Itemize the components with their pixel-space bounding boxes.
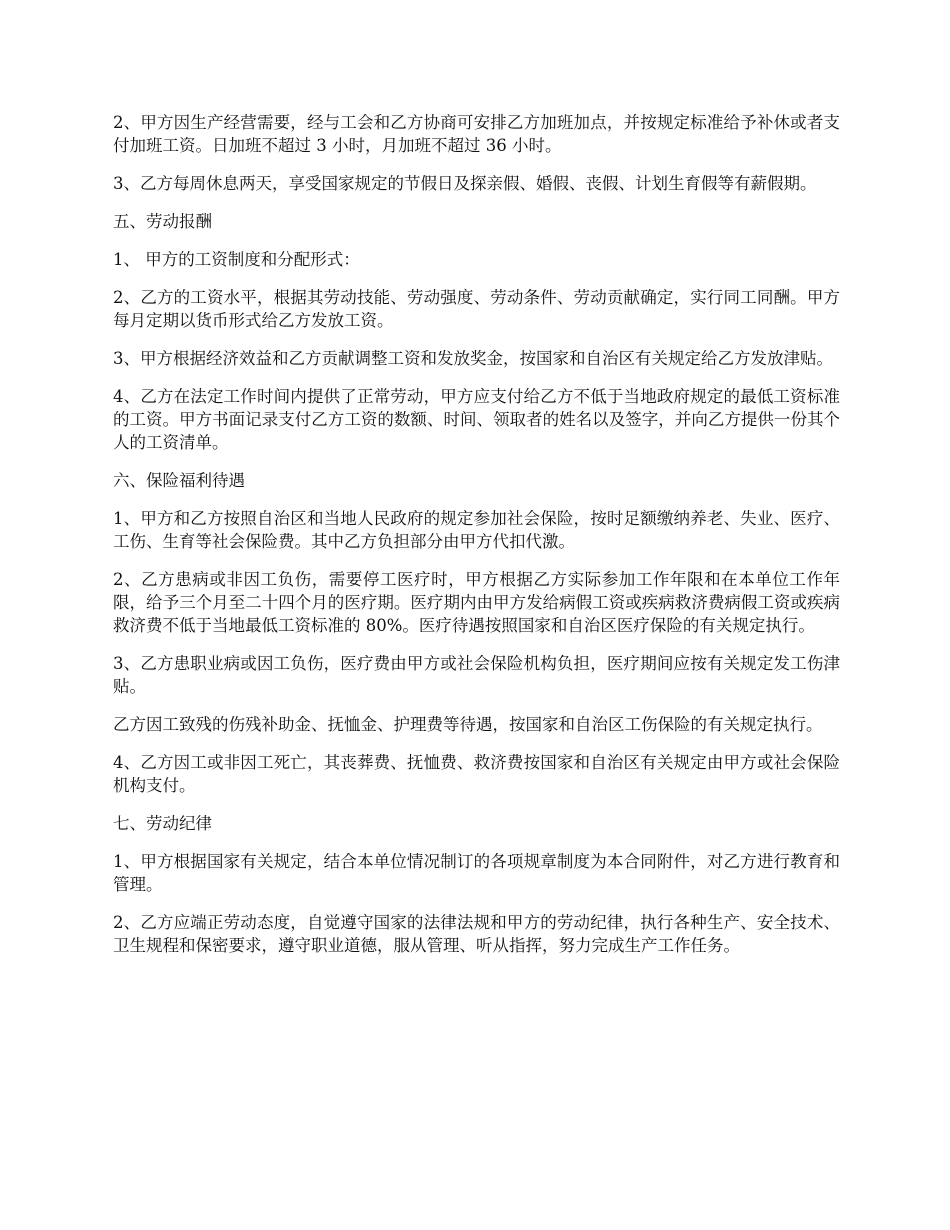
paragraph-wage-level: 2、乙方的工资水平，根据其劳动技能、劳动强度、劳动条件、劳动贡献确定，实行同工同酬。甲方每月定期以货币形式给乙方发放工资。 [113, 288, 840, 330]
section-heading-remuneration: 五、劳动报酬 [113, 212, 212, 231]
paragraph-sick-leave: 2、乙方患病或非因工负伤，需要停工医疗时，甲方根据乙方实际参加工作年限和在本单位工作年限，给予三个月至二十四个月的医疗期。医疗期内由甲方发给病假工资或疾病救济费病假工资或疾病救济费不低于当地最低工资标准的 80%。医疗待遇按照国家和自治区医疗保险的有关规定执行。 [113, 570, 840, 635]
paragraph-rest-days: 3、乙方每周休息两天，享受国家规定的节假日及探亲假、婚假、丧假、计划生育假等有薪假期。 [113, 174, 817, 193]
paragraph-death-benefits: 4、乙方因工或非因工死亡，其丧葬费、抚恤费、救济费按国家和自治区有关规定由甲方或社会保险机构支付。 [113, 753, 840, 795]
paragraph-overtime: 2、甲方因生产经营需要，经与工会和乙方协商可安排乙方加班加点，并按规定标准给予补休或者支付加班工资。日加班不超过 3 小时，月加班不超过 36 小时。 [113, 113, 840, 155]
paragraph-minimum-wage: 4、乙方在法定工作时间内提供了正常劳动，甲方应支付给乙方不低于当地政府规定的最低工资标准的工资。甲方书面记录支付乙方工资的数额、时间、领取者的姓名以及签字，并向乙方提供一份其个人的工资清单。 [113, 387, 840, 452]
paragraph-employee-conduct: 2、乙方应端正劳动态度，自觉遵守国家的法律法规和甲方的劳动纪律，执行各种生产、安全技术、卫生规程和保密要求，遵守职业道德，服从管理、听从指挥，努力完成生产工作任务。 [113, 913, 840, 955]
paragraph-occupational-injury: 3、乙方患职业病或因工负伤，医疗费由甲方或社会保险机构负担，医疗期间应按有关规定发工伤津贴。 [113, 654, 840, 696]
paragraph-social-insurance: 1、甲方和乙方按照自治区和当地人民政府的规定参加社会保险，按时足额缴纳养老、失业、医疗、工伤、生育等社会保险费。其中乙方负担部分由甲方代扣代激。 [113, 509, 840, 551]
paragraph-disability-benefits: 乙方因工致残的伤残补助金、抚恤金、护理费等待遇，按国家和自治区工伤保险的有关规定执行。 [113, 715, 823, 734]
section-heading-insurance: 六、保险福利待遇 [113, 471, 245, 490]
paragraph-rules-regulations: 1、甲方根据国家有关规定，结合本单位情况制订的各项规章制度为本合同附件，对乙方进行教育和管理。 [113, 852, 840, 894]
section-heading-discipline: 七、劳动纪律 [113, 814, 212, 833]
paragraph-wage-system: 1、 甲方的工资制度和分配形式： [113, 250, 360, 269]
paragraph-wage-adjustment: 3、甲方根据经济效益和乙方贡献调整工资和发放奖金，按国家和自治区有关规定给乙方发放津贴。 [113, 349, 833, 368]
document-page [113, 111, 840, 972]
